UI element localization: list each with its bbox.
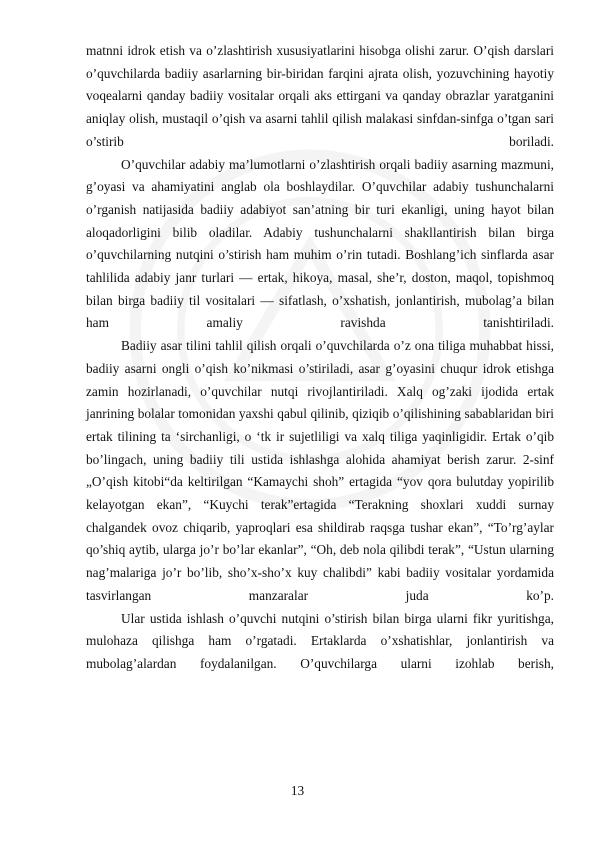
page-number: 13 <box>290 783 305 798</box>
paragraph-3: Badiiy asar tilini tahlil qilish orqali o’quvchilarda o’z ona tiliga muhabbat hissi, badiiy asarni ongli o’qish ko’nikmasi o’stiriladi, asar g’oyasini chuqur idrok etishga zamin hozirlanadi, o’quvchilar nutqi rivojlantiriladi. Xalq og’zaki ijodida ertak janrining bolalar tomonidan yaxshi qabul qilinib, qiziqib o’qilishining sabablaridan biri ertak tilining ta ‘sirchanligi, o ‘tk ir sujetliligi va xalq tiliga yaqinligidir. Ertak o’qib bo’lingach, uning badiiy tili ustida ishlashga alohida ahamiyat berish zarur. 2-sinf „O’qish kitobi“da keltirilgan “Kamaychi shoh” ertagida “yov qora bulutday yopirilib kelayotgan ekan”, “Kuychi terak”ertagida “Terakning shoxlari xuddi surnay chalgandek ovoz chiqarib, yaproqlari esa shildirab raqsga tushar ekan”, “To’rg’aylar qo’shiq aytib, ularga jo’r bo’lar ekanlar”, “Oh, deb nola qilibdi terak”, “Ustun ularning nag’malariga jo’r bo’lib, sho’x-sho’x kuy chalibdi” kabi badiiy vositalar yordamida tasvirlangan manzaralar juda ko’p. <box>86 338 554 603</box>
document-body <box>86 40 554 676</box>
paragraph-2: O’quvchilar adabiy ma’lumotlarni o’zlashtirish orqali badiiy asarning mazmuni, g’oyasi va ahamiyatini anglab ola boshlaydilar. O’quvchilar adabiy tushunchalarni o’rganish natijasida badiiy adabiyot san’atning bir turi ekanligi, uning hayot bilan aloqadorligini bilib oladilar. Adabiy tushunchalarni shakllantirish bilan birga o’quvchilarning nutqini o’stirish ham muhim o’rin tutadi. Boshlang’ich sinflarda asar tahlilida adabiy janr turlari — ertak, hikoya, masal, she’r, doston, maqol, topishmoq bilan birga badiiy til vositalari — sifatlash, o’xshatish, jonlantirish, mubolag’a bilan ham amaliy ravishda tanishtiriladi. <box>86 156 554 331</box>
paragraph-4: Ular ustida ishlash o’quvchi nutqini o’stirish bilan birga ularni fikr yuritishga, mulohaza qilishga ham o’rgatadi. Ertaklarda o’xshatishlar, jonlantirish va mubolag’alardan foydalanilgan. O’quvchilarga ularni izohlab berish, <box>86 610 554 671</box>
paragraph-1: matnni idrok etish va o’zlashtirish xususiyatlarini hisobga olishi zarur. O’qish darslari o’quvchilarda badiiy asarlarning bir-biridan farqini ajrata olish, yozuvchining hayotiy voqealarni qanday badiiy vositalar orqali aks ettirgani va qanday obrazlar yaratganini aniqlay olish, mustaqil o’qish va asarni tahlil qilish malakasi sinfdan-sinfga o’tgan sari o’stirib boriladi. <box>86 43 554 149</box>
